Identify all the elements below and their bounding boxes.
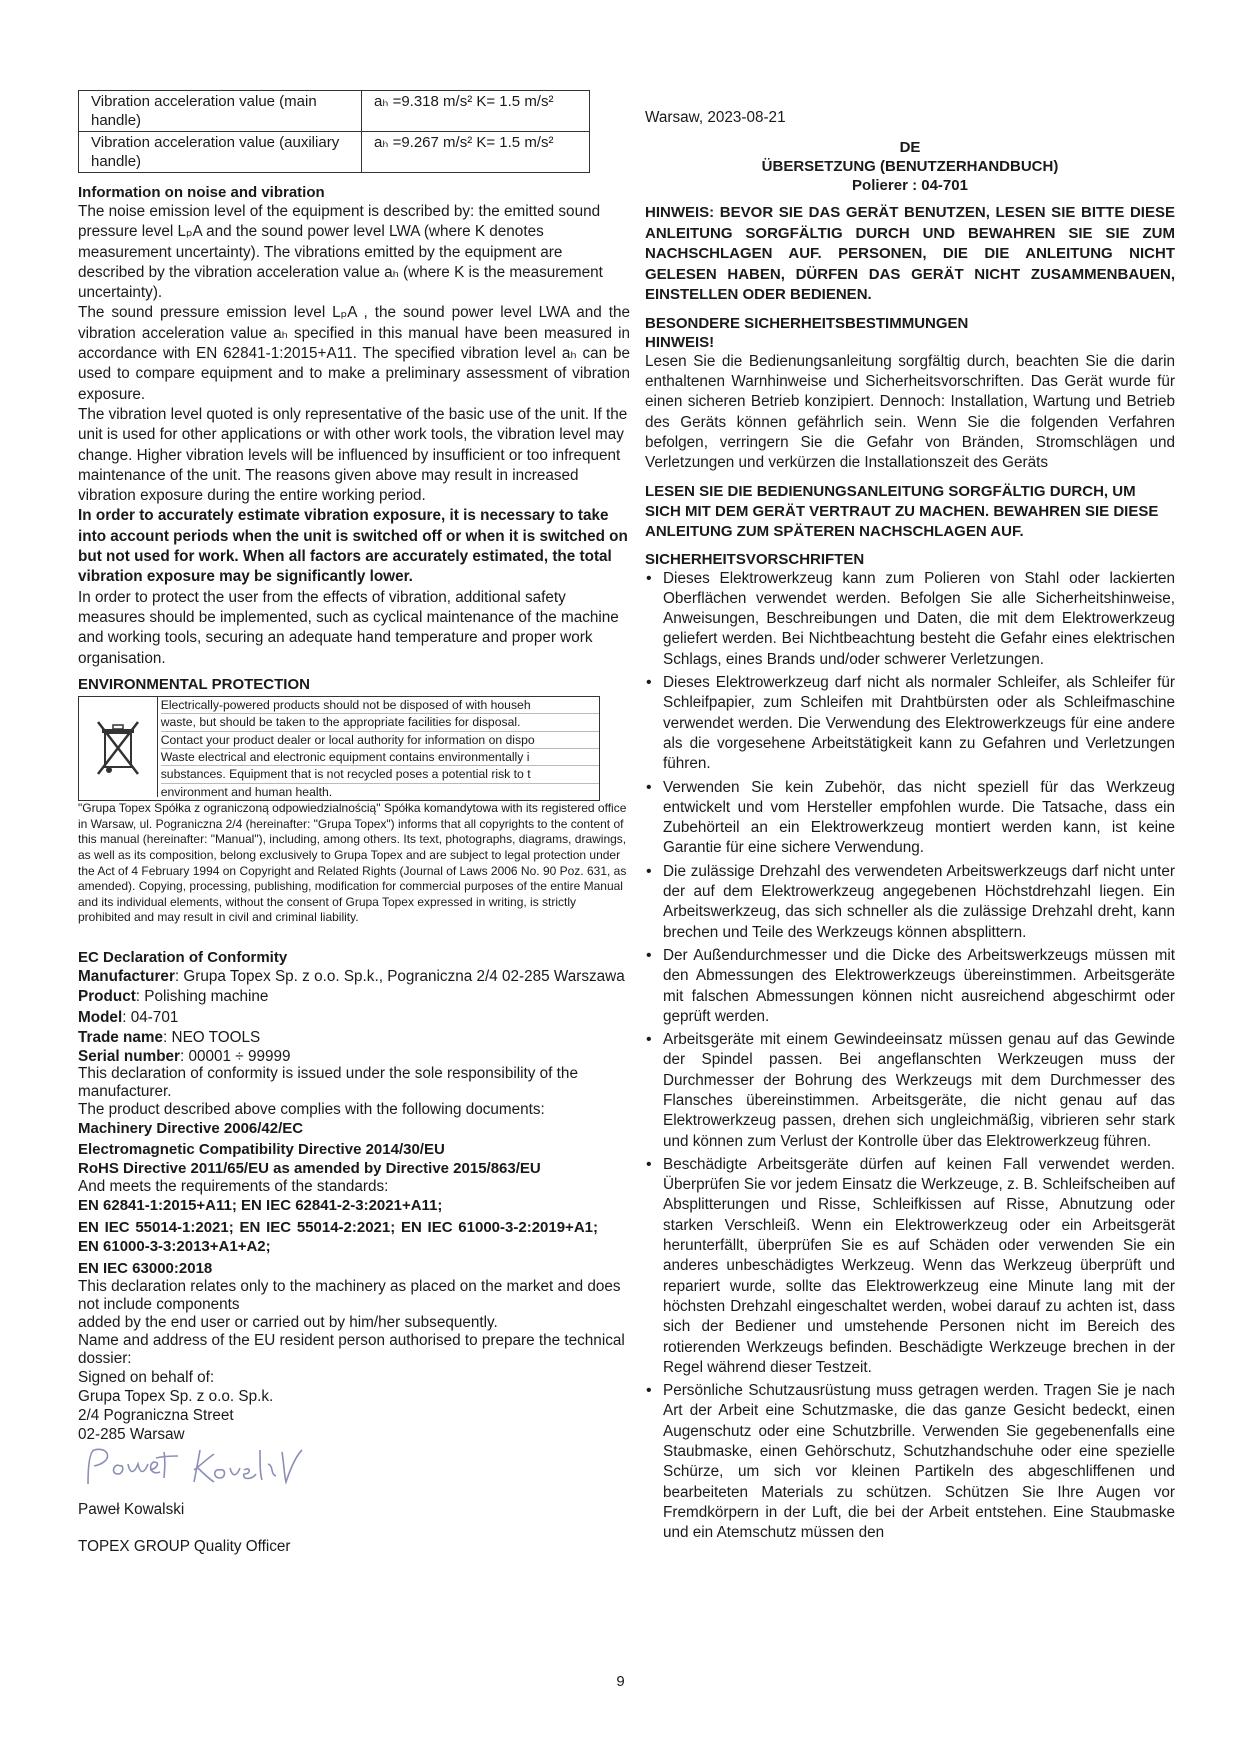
product-line [78,987,630,1007]
list-item: • Dieses Elektrowerkzeug kann zum Polieren von Stahl oder lackierten Oberflächen verwendet werden. Befolgen Sie alle Sicherheitshinweise, Anweisungen, Beschreibungen und Daten, die mit dem Elektrowerkzeug geliefert werden. Bei Nichtbeachtung besteht die Gefahr eines elektrischen Schlags, eines Brands und/oder schwerer Verletzungen. [645,569,1175,670]
left-column [78,90,630,1557]
language-code: DE [899,139,921,157]
signature-image [80,1444,630,1492]
read-notice: LESEN SIE DIE BEDIENUNGSANLEITUNG SORGFÄLTIG DURCH, UM SICH MIT DEM GERÄT VERTRAUT ZU MACHEN. BEWAHREN SIE DIESE ANLEITUNG ZUM SPÄTEREN NACHSCHLAGEN AUF. [645,482,1159,540]
table-cell: aₕ =9.267 m/s² K= 1.5 m/s² [362,132,590,173]
serial-label: Serial number [78,1048,181,1066]
environment-line: Electrically-powered products should not be disposed of with househ [161,697,599,714]
complies-text: The product described above complies with the following documents: [78,1101,545,1119]
copyright-notice: "Grupa Topex Spółka z ograniczoną odpowiedzialnością" Spółka komandytowa with its registered office in Warsaw, ul. Pograniczna 2/4 (hereinafter: "Grupa Topex") informs that all copyrights to the content of this manual (hereinafter: "Manual"), including, among others. Its text, photographs, diagrams, drawings, as well as its composition, belong exclusively to Grupa Topex and are subject to legal protection under the Act of 4 February 1994 on Copyright and Related Rights (Journal of Laws 2006 No. 90 Poz. 631, as amended). Copying, processing, publishing, modification for commercial purposes of the entire Manual and its individual elements, without the consent of Grupa Topex expressed in writing, is strictly prohibited and may result in civil and criminal liability. [78,801,627,925]
product-value: : Polishing machine [135,988,269,1006]
environment-line: substances. Equipment that is not recycled poses a potential risk to t [161,766,599,783]
trade-label: Trade name [78,1028,164,1046]
hinweis-label: HINWEIS! [645,333,715,351]
environment-line: Waste electrical and electronic equipment contains environmentally i [161,749,599,766]
list-item: • Dieses Elektrowerkzeug darf nicht als normaler Schleifer, als Schleifer für Schleifpapier, zum Schleifen mit Drahtbürsten oder als Schleifmaschine verwendet werden. Die Verwendung des Elektrowerkzeugs für eine andere als die vorgesehene Arbeitstätigkeit kann zu Gefahren und Verletzungen führen. [645,673,1175,774]
trade-line [78,1028,630,1048]
serial-line [78,1048,630,1065]
notice-text: HINWEIS: BEVOR SIE DAS GERÄT BENUTZEN, LESEN SIE BITTE DIESE ANLEITUNG SORGFÄLTIG DURCH UND BEWAHREN SIE SIE ZUM NACHSCHLAGEN AUF. PERSONEN, DIE DIE ANLEITUNG NICHT GELESEN HABEN, DÜRFEN DAS GERÄT NICHT ZUSAMMENBAUEN, EINSTELLEN ODER BEDIENEN. [645,204,1175,304]
meets-text: And meets the requirements of the standards: [78,1178,389,1196]
list-item: • Verwenden Sie kein Zubehör, das nicht speziell für das Werkzeug entwickelt und vom Hersteller empfohlen wurde. Die Tatsache, dass ein Zubehörteil an ein Elektrowerkzeug montiert werden kann, ist keine Garantie für eine sichere Verwendung. [645,778,1175,859]
environment-title: ENVIRONMENTAL PROTECTION [78,675,310,693]
list-item: • Persönliche Schutzausrüstung muss getragen werden. Tragen Sie je nach Art der Arbeit eine Schutzmaske, die das ganze Gesicht bedeckt, einen Augenschutz oder eine Schutzbrille. Verwenden Sie gegebenenfalls eine Staubmaske, einen Gehörschutz, Schutzhandschuhe oder eine spezielle Schürze, um sich vor kleinen Partikeln des abgeschliffenen und bearbeiteten Materials zu schützen. Schützen Sie Ihre Augen vor Fremdkörpern in der Luft, die bei der Arbeit entstehen. Eine Staubmaske und ein Atemschutz müssen den [645,1381,1175,1543]
table-cell: Vibration acceleration value (auxiliary handle) [79,132,362,173]
name-address-text: Name and address of the EU resident person authorised to prepare the technical dossier: [78,1332,625,1368]
noise-paragraph: The vibration level quoted is only representative of the basic use of the unit. If the unit is used for other applications or with other work tools, the vibration level may change. Higher vibration levels will be influenced by insufficient or too infrequent maintenance of the unit. The reasons given above may result in increased vibration exposure during the entire working period. [78,405,628,505]
environment-box [78,696,600,801]
directive: Machinery Directive 2006/42/EC [78,1120,304,1138]
model-line [78,1008,630,1028]
product-label: Product [78,988,136,1006]
list-item: • Arbeitsgeräte mit einem Gewindeeinsatz müssen genau auf das Gewinde der Spindel passen. Bei angeflanschten Werkzeugen muss der Durchmesser der Bohrung des Werkzeugs mit dem Durchmesser des Flansches übereinstimmen. Arbeitsgeräte, die nicht genau auf das Elektrowerkzeug passen, drehen sich ungleichmäßig, vibrieren sehr stark und können zum Verlust der Kontrolle über das Elektrowerkzeug führen. [645,1030,1175,1152]
special-text: Lesen Sie die Bedienungsanleitung sorgfältig durch, beachten Sie die darin enthaltenen Warnhinweise und Sicherheitsvorschriften. Das Gerät wurde für einen sicheren Betrieb konzipiert. Dennoch: Installation, Wartung und Betrieb des Geräts können gefährlich sein. Wenn Sie die folgenden Verfahren befolgen, verringern Sie die Gefahr von Bränden, Stromschlägen und Verletzungen und verkürzen die Installationszeit des Geräts [645,352,1175,472]
declaration-title: EC Declaration of Conformity [78,949,288,967]
environment-line: environment and human health. [160,784,333,799]
standard: EN 62841-1:2015+A11; EN IEC 62841-2-3:2021+A11; [78,1197,443,1215]
noise-paragraph: The sound pressure emission level LₚA , the sound power level LWA and the vibration acceleration value aₕ specified in this manual have been measured in accordance with EN 62841-1:2015+A11. The specified vibration level aₕ can be used to compare equipment and to make a preliminary assessment of vibration exposure. [78,304,630,403]
company-city: 02-285 Warsaw [78,1426,185,1444]
translation-heading: ÜBERSETZUNG (BENUTZERHANDBUCH) [761,158,1059,176]
document-date: Warsaw, 2023-08-21 [645,109,786,126]
model-value: : 04-701 [122,1008,179,1026]
directive: RoHS Directive 2011/65/EU as amended by Directive 2015/863/EU [78,1160,541,1178]
table-row [79,91,590,132]
special-title: BESONDERE SICHERHEITSBESTIMMUNGEN [645,314,969,332]
vibration-table [78,90,590,173]
signed-text: Signed on behalf of: [78,1369,215,1387]
model-label: Model [78,1008,123,1026]
standard: EN IEC 55014-1:2021; EN IEC 55014-2:2021; EN IEC 61000-3-2:2019+A1; EN 61000-3-3:2013+A1+A2; [78,1219,598,1256]
trade-value: : NEO TOOLS [163,1028,261,1046]
page-number: 9 [616,1673,625,1690]
environment-line: waste, but should be taken to the appropriate facilities for disposal. [161,714,599,731]
product-model: Polierer : 04-701 [852,177,968,195]
list-item: • Die zulässige Drehzahl des verwendeten Arbeitswerkzeugs darf nicht unter der auf dem Elektrowerkzeug angegebenen Höchstdrehzahl liegen. Ein Arbeitswerkzeug, das sich schneller als die zulässige Drehzahl dreht, kann brechen und Teile des Werkzeugs können absplittern. [645,862,1175,943]
directive: Electromagnetic Compatibility Directive 2014/30/EU [78,1141,445,1159]
table-cell: Vibration acceleration value (main handle) [79,91,362,132]
list-item: • Beschädigte Arbeitsgeräte dürfen auf keinen Fall verwendet werden. Überprüfen Sie vor jedem Einsatz die Werkzeuge, z. B. Schleifscheiben auf Absplitterungen und Risse, Schleifkissen auf Risse, Abnutzung oder starken Verschleiß. Wenn ein Elektrowerkzeug oder ein Arbeitsgerät herunterfällt, überprüfen Sie es auf Schäden oder verwenden Sie ein anderes unbeschädigtes Werkzeug. Wenn das Werkzeug überprüft und repariert wurde, sollte das Elektrowerkzeug eine Minute lang mit der höchsten Drehzahl eingeschaltet werden, wobei darauf zu achten ist, dass sich der Bediener und umstehende Personen nicht im Bereich des rotierenden Werkzeugs befinden. Beschädigte Werkzeuge brechen in der Regel während dieser Testzeit. [645,1155,1175,1378]
manufacturer-line [78,967,630,987]
environment-line: Contact your product dealer or local authority for information on dispo [161,732,599,749]
serial-value: : 00001 ÷ 99999 [180,1048,291,1066]
safety-title: SICHERHEITSVORSCHRIFTEN [645,550,865,568]
table-row [79,132,590,173]
signer-title: TOPEX GROUP Quality Officer [78,1537,291,1555]
right-column [645,108,1175,1547]
safety-list [645,569,1175,1544]
noise-paragraph: The noise emission level of the equipment is described by: the emitted sound pressure level LₚA and the sound power level LWA (where K denotes measurement uncertainty). The vibrations emitted by the equipment are described by the vibration acceleration value aₕ (where K is the measurement uncertainty). [78,203,603,302]
relates-text: added by the end user or carried out by him/her subsequently. [78,1314,498,1332]
crossed-bin-icon [79,697,158,797]
noise-paragraph: In order to protect the user from the effects of vibration, additional safety measures should be implemented, such as cyclical maintenance of the machine and working tools, securing an adequate hand temperature and proper work organisation. [78,588,619,667]
company-name: Grupa Topex Sp. z o.o. Sp.k. [78,1388,274,1406]
table-cell: aₕ =9.318 m/s² K= 1.5 m/s² [362,91,590,132]
noise-title: Information on noise and vibration [78,184,325,201]
manufacturer-label: Manufacturer [78,968,175,986]
responsibility-text: This declaration of conformity is issued under the sole responsibility of the manufacturer. [78,1065,578,1101]
company-street: 2/4 Pograniczna Street [78,1407,234,1425]
standard: EN IEC 63000:2018 [78,1260,213,1278]
list-item: • Der Außendurchmesser und die Dicke des Arbeitswerkzeugs müssen mit den Abmessungen des Elektrowerkzeugs übereinstimmen. Arbeitsgeräte mit falschen Abmessungen können nicht ausreichend abgeschirmt oder geprüft werden. [645,946,1175,1027]
relates-text: This declaration relates only to the machinery as placed on the market and does not include components [78,1278,621,1314]
manufacturer-value: : Grupa Topex Sp. z o.o. Sp.k., Pograniczna 2/4 02-285 Warszawa [174,968,625,986]
environment-text [158,697,599,800]
noise-bold-paragraph: In order to accurately estimate vibration exposure, it is necessary to take into account periods when the unit is switched off or when it is switched on but not used for work. When all factors are accurately estimated, the total vibration exposure may be significantly lower. [78,507,628,586]
signer-name: Paweł Kowalski [78,1501,185,1519]
